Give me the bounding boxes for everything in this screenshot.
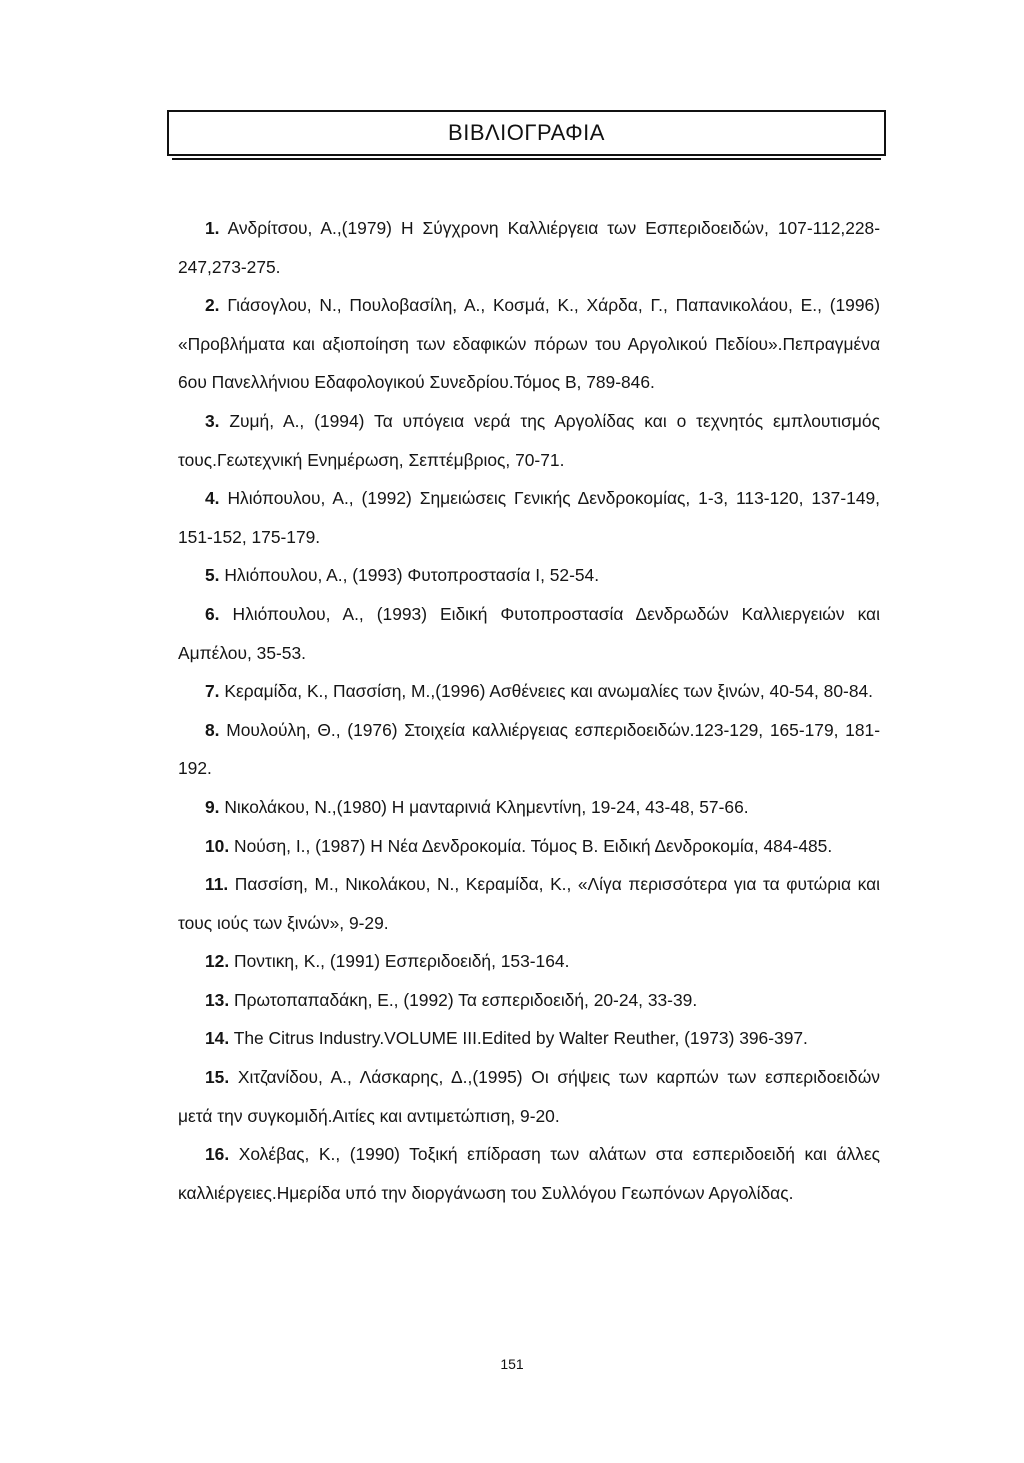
entry-number: 10. [205,835,230,856]
bibliography-list [178,209,880,1212]
entry-text: Γιάσογλου, Ν., Πουλοβασίλη, Α., Κοσμά, Κ., Χάρδα, Γ., Παπανικολάου, Ε., (1996) «Προβλήματα και αξιοποίηση των εδαφικών πόρων του Αργολικού Πεδίου».Πεπραγμένα 6ου Πανελλήνιου Εδαφολογικού Συνεδρίου.Τόμος Β, 789-846. [178,295,880,393]
entry-text: Ηλιόπουλου, Α., (1993) Ειδική Φυτοπροστασία Δενδρωδών Καλλιεργειών και Αμπέλου, 35-53. [178,603,880,663]
bibliography-entry [178,1135,880,1212]
entry-number: 11. [205,874,229,895]
entry-number: 14. [205,1028,230,1049]
entry-number: 4. [205,488,220,509]
entry-number: 7. [205,681,220,702]
bibliography-entry [178,672,880,711]
entry-text: Μουλούλη, Θ., (1976) Στοιχεία καλλιέργειας εσπεριδοειδών.123-129, 165-179, 181-192. [178,719,880,779]
bibliography-entry [178,595,880,672]
bibliography-entry [178,827,880,866]
entry-number: 3. [205,410,220,431]
entry-number: 1. [205,218,220,238]
bibliography-entry [178,788,880,827]
entry-number: 6. [205,603,220,624]
bibliography-entry [178,981,880,1020]
entry-text: Ηλιόπουλου, Α., (1992) Σημειώσεις Γενικής Δενδροκομίας, 1-3, 113-120, 137-149, 151-152, 175-179. [178,488,880,547]
title-box [167,110,886,156]
bibliography-entry [178,402,880,479]
entry-text: Ηλιόπουλου, Α., (1993) Φυτοπροστασία Ι, 52-54. [224,565,600,586]
entry-number: 5. [205,565,220,586]
bibliography-entry [178,479,880,556]
entry-number: 13. [205,989,230,1010]
entry-number: 16. [205,1144,230,1165]
bibliography-entry [178,209,880,286]
entry-text: The Citrus Industry.VOLUME III.Edited by Walter Reuther, (1973) 396-397. [233,1028,808,1049]
entry-text: Ανδρίτσου, Α.,(1979) Η Σύγχρονη Καλλιέργεια των Εσπεριδοειδών, 107-112,228-247,273-275. [178,218,880,277]
entry-number: 2. [205,295,220,316]
entry-text: Χολέβας, Κ., (1990) Τοξική επίδραση των αλάτων στα εσπεριδοειδή και άλλες καλλιέργειες.Ημερίδα υπό την διοργάνωση του Συλλόγου Γεωπόνων Αργολίδας. [178,1144,880,1203]
entry-text: Πασσίση, Μ., Νικολάκου, Ν., Κεραμίδα, Κ., «Λίγα περισσότερα για τα φυτώρια και τους ιούς των ξινών», 9-29. [178,874,880,933]
entry-text: Ποντικη, Κ., (1991) Εσπεριδοειδή, 153-164. [234,951,570,972]
bibliography-entry [178,286,880,402]
bibliography-entry [178,942,880,981]
entry-text: Πρωτοπαπαδάκη, Ε., (1992) Τα εσπεριδοειδή, 20-24, 33-39. [234,989,698,1010]
entry-text: Χιτζανίδου, Α., Λάσκαρης, Δ.,(1995) Οι σήψεις των καρπών των εσπεριδοειδών μετά την συγκομιδή.Αιτίες και αντιμετώπιση, 9-20. [178,1067,880,1126]
entry-number: 12. [205,951,230,972]
bibliography-entry [178,1019,880,1058]
bibliography-entry [178,711,880,788]
page-title: ΒΙΒΛΙΟΓΡΑΦΙΑ [448,120,605,145]
bibliography-entry [178,556,880,595]
entry-text: Ζυμή, Α., (1994) Τα υπόγεια νερά της Αργολίδας και ο τεχνητός εμπλουτισμός τους.Γεωτεχνική Ενημέρωση, Σεπτέμβριος, 70-71. [178,410,880,470]
entry-text: Νικολάκου, Ν.,(1980) Η μανταρινιά Κλημεντίνη, 19-24, 43-48, 57-66. [224,796,749,817]
page-number: 151 [500,1356,524,1372]
bibliography-entry [178,1058,880,1135]
entry-text: Κεραμίδα, Κ., Πασσίση, Μ.,(1996) Ασθένειες και ανωμαλίες των ξινών, 40-54, 80-84. [224,681,873,702]
bibliography-entry [178,865,880,942]
entry-text: Νούση, Ι., (1987) Η Νέα Δενδροκομία. Τόμος Β. Ειδική Δενδροκομία, 484-485. [234,835,833,856]
entry-number: 9. [205,796,220,817]
entry-number: 15. [205,1067,230,1088]
entry-number: 8. [205,719,220,740]
